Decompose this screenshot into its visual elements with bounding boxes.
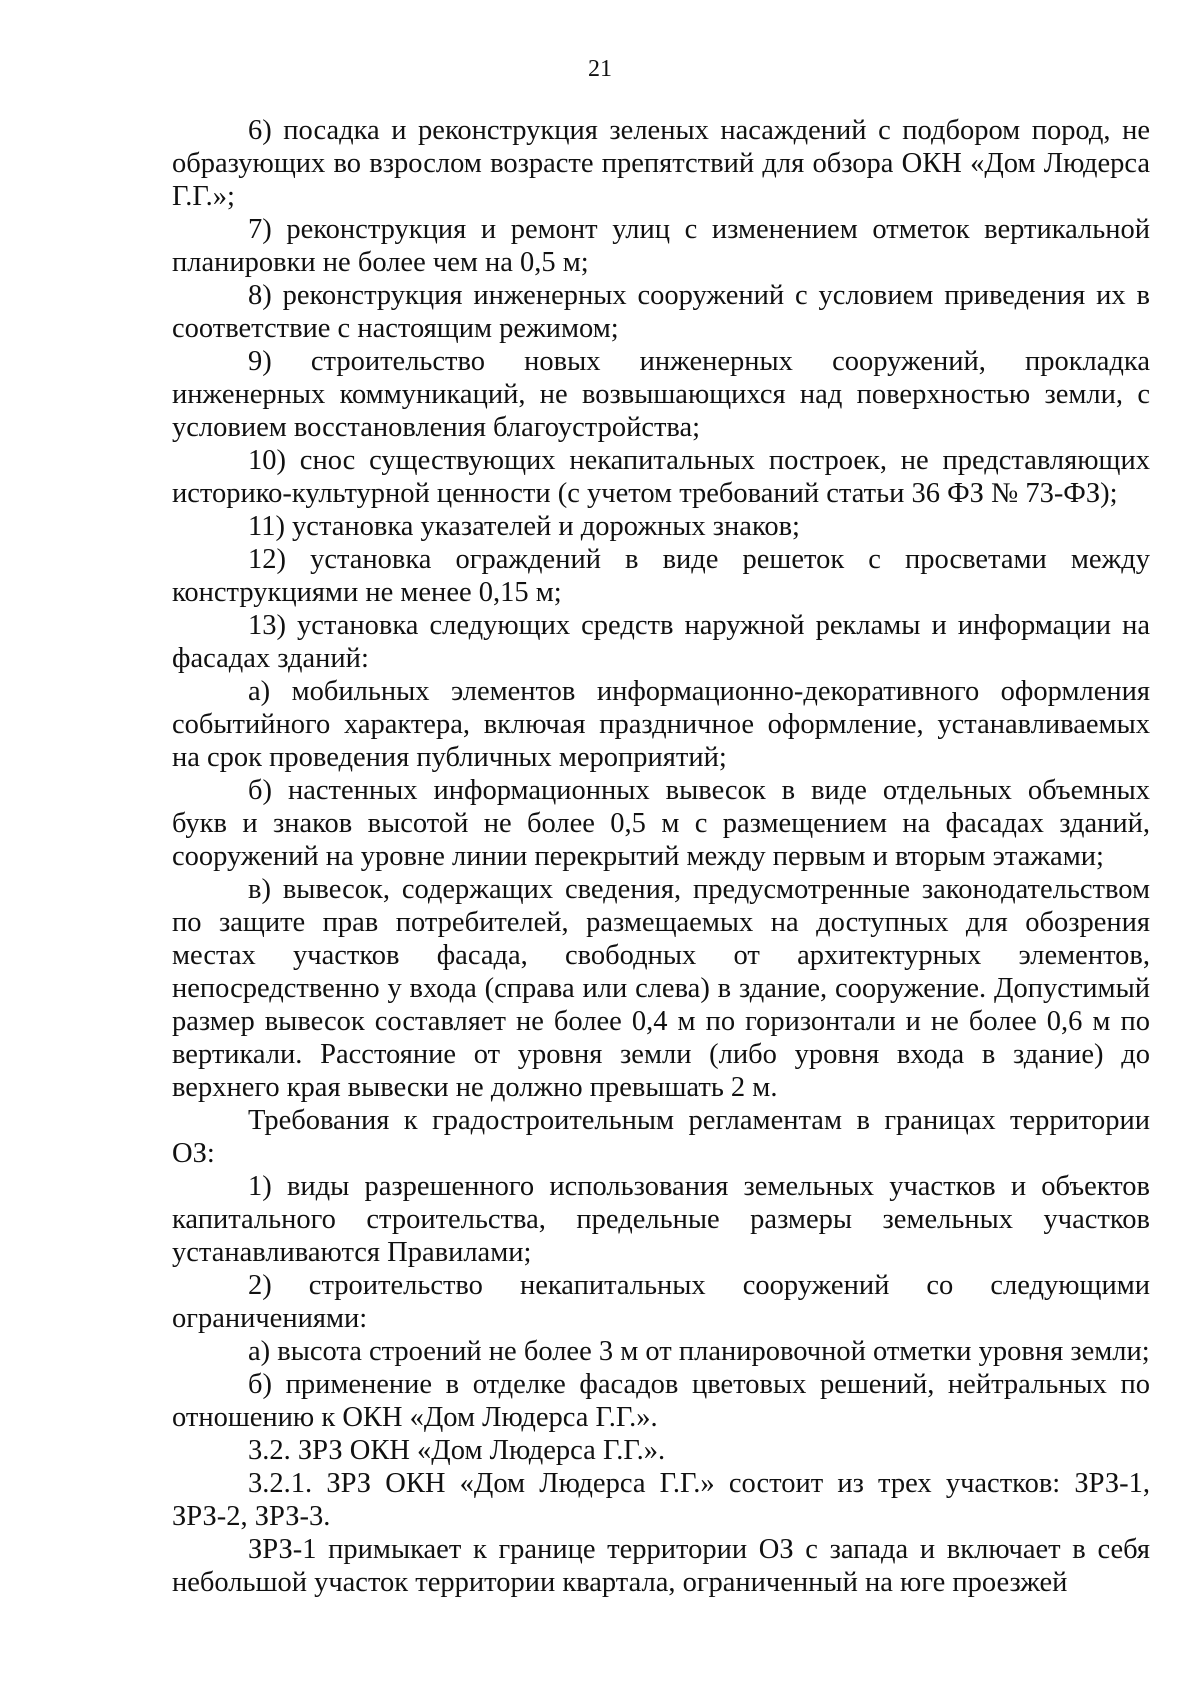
document-body	[172, 114, 1150, 1599]
paragraph-item-12: 12) установка ограждений в виде решеток с просветами между конструкциями не менее 0,15 м;	[172, 544, 1150, 608]
paragraph-item-8: 8) реконструкция инженерных сооружений с условием приведения их в соответствие с настоящим режимом;	[172, 280, 1150, 344]
paragraph-item-7: 7) реконструкция и ремонт улиц с изменением отметок вертикальной планировки не более чем на 0,5 м;	[172, 214, 1150, 278]
paragraph-requirements-intro: Требования к градостроительным регламентам в границах территории ОЗ:	[172, 1105, 1150, 1169]
paragraph-item-11: 11) установка указателей и дорожных знаков;	[248, 511, 800, 542]
paragraph-zrz-1: ЗРЗ-1 примыкает к границе территории ОЗ с запада и включает в себя небольшой участок территории квартала, ограниченный на юге проезжей	[172, 1534, 1150, 1598]
paragraph-3-2-1: 3.2.1. ЗРЗ ОКН «Дом Людерса Г.Г.» состоит из трех участков: ЗРЗ-1, ЗРЗ-2, ЗРЗ-3.	[172, 1468, 1150, 1532]
section-heading-3-2: 3.2. ЗРЗ ОКН «Дом Людерса Г.Г.».	[248, 1435, 666, 1466]
paragraph-subitem-v: в) вывесок, содержащих сведения, предусмотренные законодательством по защите прав потребителей, размещаемых на доступных для обозрения местах участков фасада, свободных от архитектурных элементов, непосредственно у входа (справа или слева) в здание, сооружение. Допустимый размер вывесок составляет не более 0,4 м по горизонтали и не более 0,6 м по вертикали. Расстояние от уровня земли (либо уровня входа в здание) до верхнего края вывески не должно превышать 2 м.	[172, 874, 1150, 1103]
paragraph-item-10: 10) снос существующих некапитальных построек, не представляющих историко-культурной ценности (с учетом требований статьи 36 ФЗ № 73-ФЗ);	[172, 445, 1150, 509]
page-number: 21	[588, 56, 612, 82]
paragraph-requirement-2: 2) строительство некапитальных сооружений со следующими ограничениями:	[172, 1270, 1150, 1334]
paragraph-subitem-a: а) мобильных элементов информационно-декоративного оформления событийного характера, включая праздничное оформление, устанавливаемых на срок проведения публичных мероприятий;	[172, 676, 1150, 773]
paragraph-item-6: 6) посадка и реконструкция зеленых насаждений с подбором пород, не образующих во взрослом возрасте препятствий для обзора ОКН «Дом Людерса Г.Г.»;	[172, 115, 1150, 212]
paragraph-subitem-b: б) настенных информационных вывесок в виде отдельных объемных букв и знаков высотой не более 0,5 м с размещением на фасадах зданий, сооружений на уровне линии перекрытий между первым и вторым этажами;	[172, 775, 1150, 872]
paragraph-requirement-2b: б) применение в отделке фасадов цветовых решений, нейтральных по отношению к ОКН «Дом Людерса Г.Г.».	[172, 1369, 1150, 1433]
paragraph-item-13: 13) установка следующих средств наружной рекламы и информации на фасадах зданий:	[172, 610, 1150, 674]
paragraph-requirement-1: 1) виды разрешенного использования земельных участков и объектов капитального строительства, предельные размеры земельных участков устанавливаются Правилами;	[172, 1171, 1150, 1268]
paragraph-requirement-2a: а) высота строений не более 3 м от планировочной отметки уровня земли;	[248, 1336, 1150, 1367]
paragraph-item-9: 9) строительство новых инженерных сооружений, прокладка инженерных коммуникаций, не возвышающихся над поверхностью земли, с условием восстановления благоустройства;	[172, 346, 1150, 443]
